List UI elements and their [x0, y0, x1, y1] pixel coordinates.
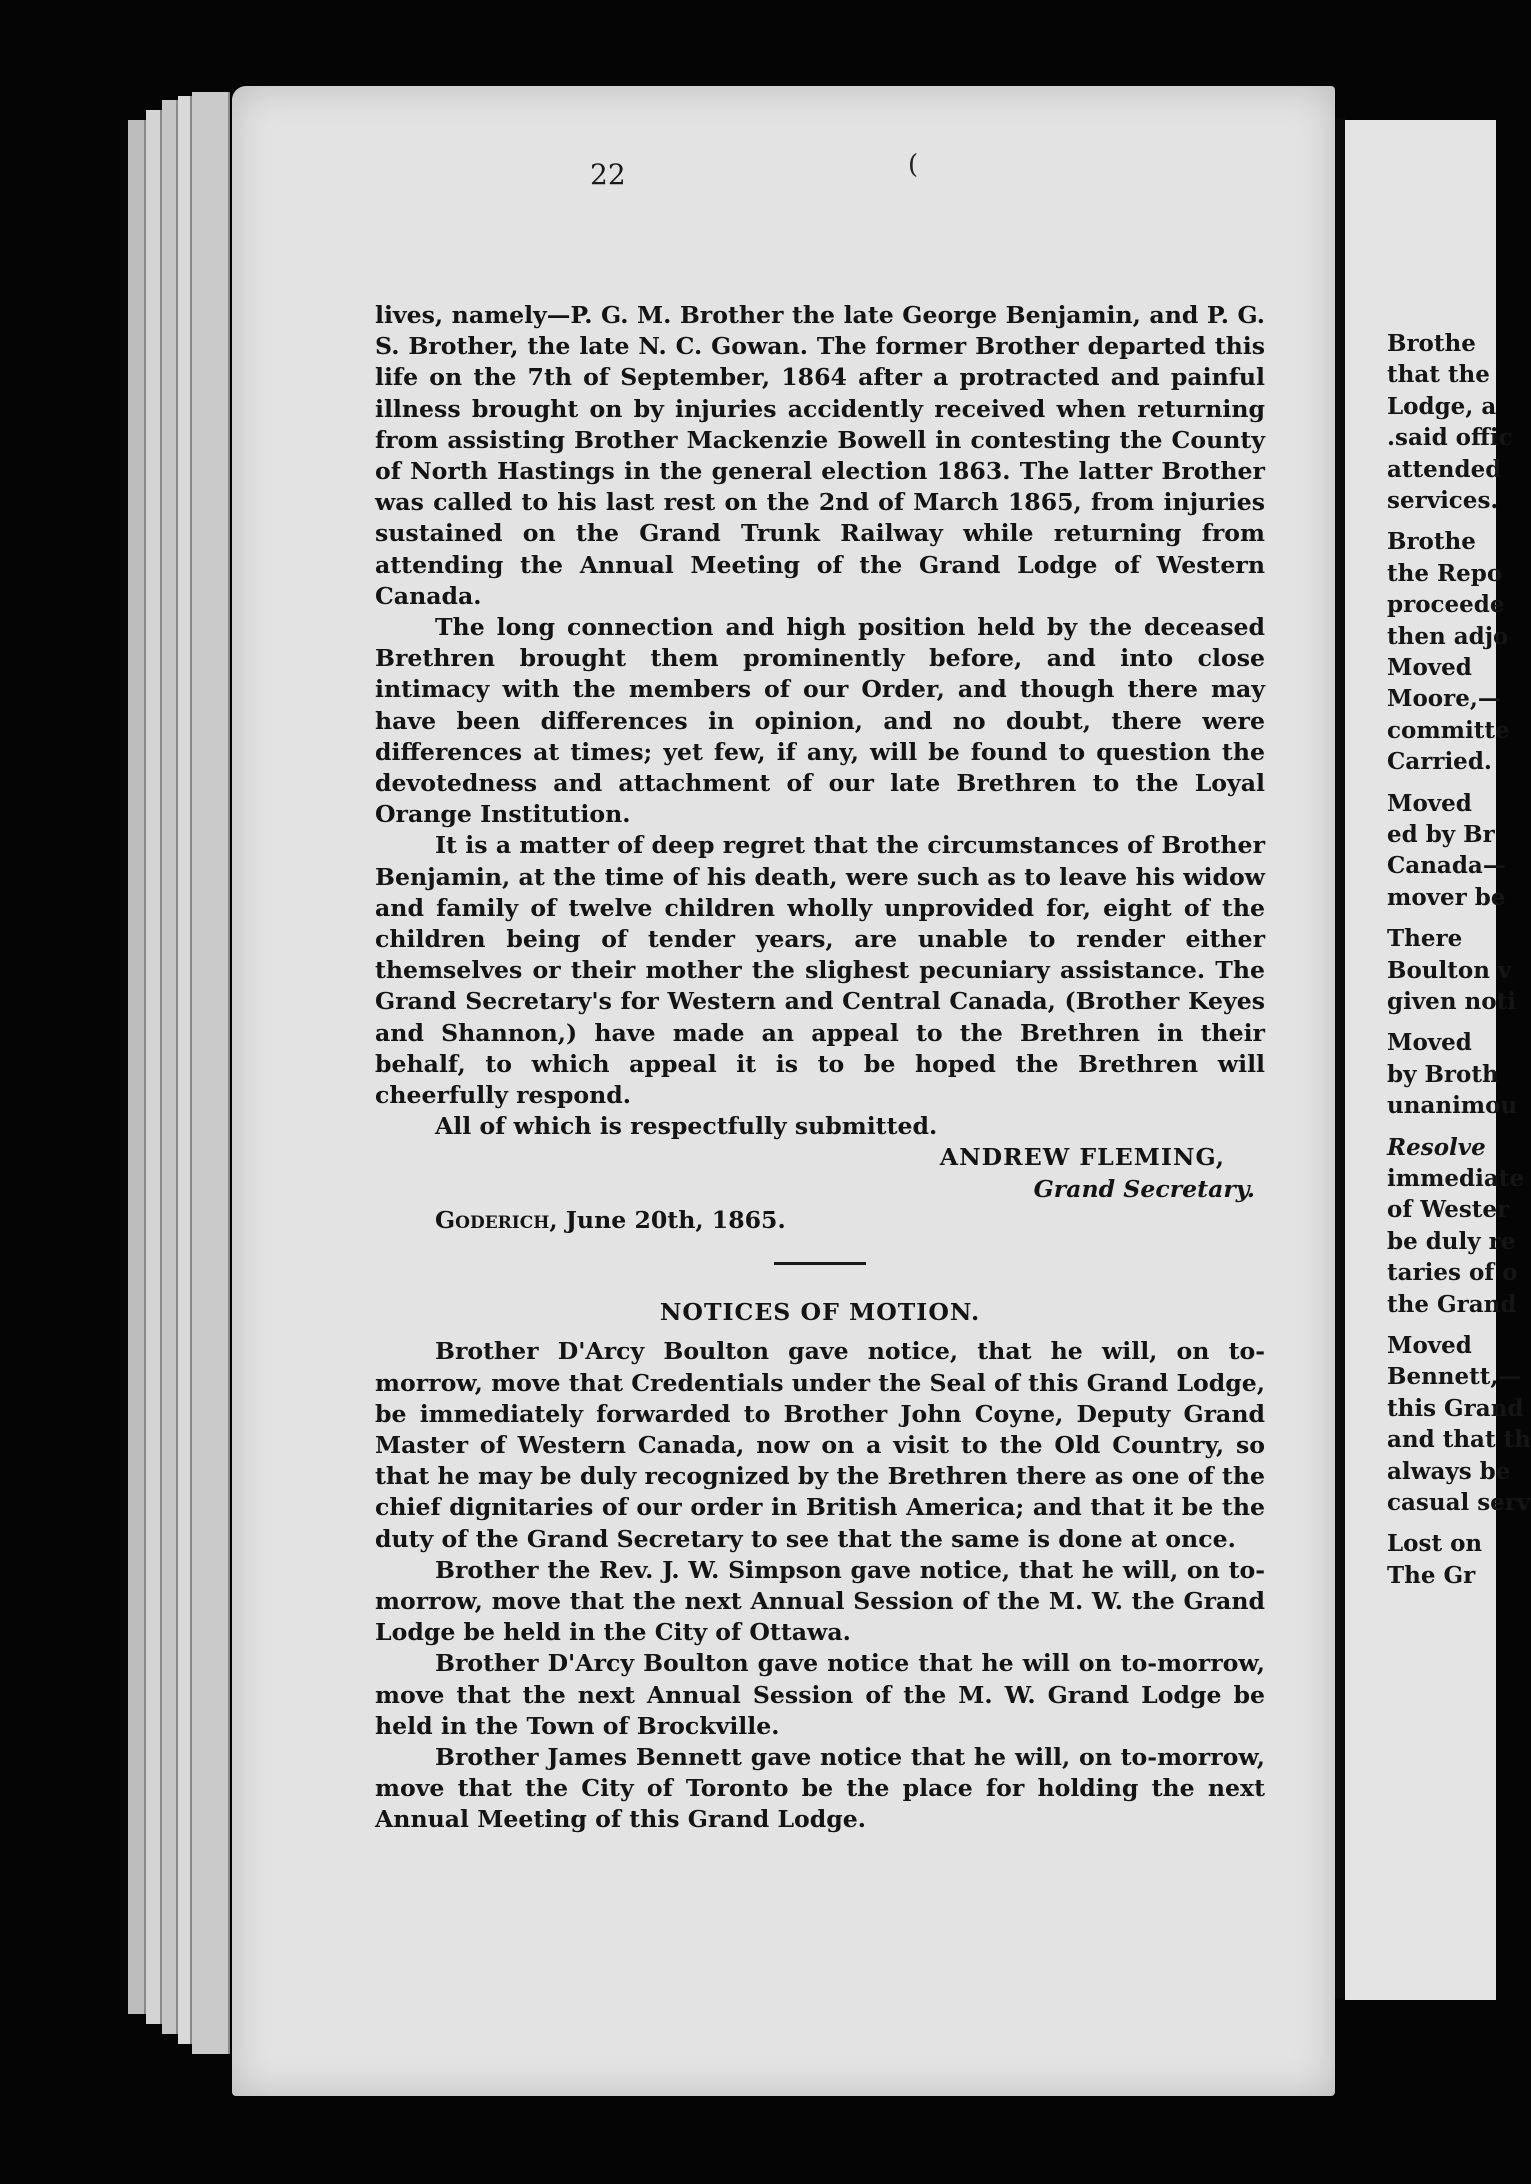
page-edge [128, 120, 146, 2014]
report-text [375, 300, 1265, 1836]
right-page-fragment: the Repo [1387, 559, 1503, 587]
section-heading: NOTICES OF MOTION. [659, 1298, 981, 1327]
right-page-fragment: always be [1387, 1457, 1511, 1485]
right-page-fragment: Moved [1387, 1332, 1472, 1359]
right-page-fragment: Lodge, a [1387, 392, 1497, 420]
right-page-fragment: .said offic [1387, 424, 1513, 452]
right-page-fragment: There [1387, 925, 1463, 953]
right-page-fragment: unanimou [1387, 1092, 1518, 1120]
signature-title: Grand Secretary. [1033, 1174, 1255, 1203]
right-page-fragment: Canada— [1387, 852, 1506, 880]
notice: Brother D'Arcy Boulton gave notice that he will on to-morrow, move that the next Annual Session of the M. W. Grand Lodge be held in the Town of Brockville. [375, 1649, 1265, 1740]
page-edge [178, 96, 192, 2044]
right-page-fragment: taries of o [1387, 1259, 1518, 1287]
right-page-fragment: Moore,— [1387, 685, 1501, 713]
right-page-fragment: Lost on [1387, 1530, 1483, 1558]
right-page-fragment: mover be [1387, 883, 1506, 911]
paragraph: The long connection and high position held by the deceased Brethren brought them prominently before, and into close intimacy with the members of our Order, and though there may have been differences in opinion, and no doubt, there were differences at times; yet few, if any, will be found to question the devotedness and attachment of our late Brethren to the Loyal Orange Institution. [375, 613, 1265, 829]
right-page-fragment: attended [1387, 455, 1502, 483]
right-page-fragment: services. [1387, 487, 1499, 514]
right-page-fragment: then adjo [1387, 622, 1509, 650]
page-edge [192, 92, 230, 2054]
right-page-fragment: and that th [1387, 1426, 1531, 1454]
right-page-fragment: proceede [1387, 591, 1505, 619]
right-page-fragment: by Broth [1387, 1060, 1499, 1088]
right-page-fragment: Moved [1387, 789, 1472, 817]
book-gutter [1335, 118, 1345, 1998]
place-date [375, 1205, 1265, 1236]
right-page-fragment: of Wester [1387, 1196, 1510, 1224]
signature-name: ANDREW FLEMING, [939, 1143, 1225, 1172]
right-page-fragment: ed by Br [1387, 821, 1495, 848]
right-page-fragment: committe [1387, 716, 1510, 744]
right-page-fragment: Brothe [1387, 528, 1476, 556]
right-page-fragment: Moved [1387, 654, 1472, 681]
paragraph: lives, namely—P. G. M. Brother the late George Benjamin, and P. G. S. Brother, the late N. C. Gowan. The former Brother departed this life on the 7th of September, 1864 after a protracted and painful illness brought on by injuries accidently received when returning from assisting Brother Mackenzie Bowell in contesting the County of North Hastings in the general election 1863. The latter Brother was called to his last rest on the 2nd of March 1865, from injuries sustained on the Grand Trunk Railway while returning from attending the Annual Meeting of the Grand Lodge of Western Canada. [375, 301, 1265, 610]
margin-mark: ( [908, 150, 919, 180]
right-page-fragment: casual serv [1387, 1489, 1531, 1516]
right-page-fragment: this Grand [1387, 1394, 1524, 1422]
right-page-fragment: given noti [1387, 988, 1516, 1015]
page-edge [162, 100, 178, 2034]
right-page-fragment: be duly re [1387, 1227, 1516, 1255]
right-page-fragment: Bennett,— [1387, 1363, 1522, 1391]
right-page-fragment: the Grand [1387, 1290, 1517, 1318]
right-page-fragment: Resolve [1387, 1133, 1486, 1161]
page-number: 22 [590, 158, 626, 191]
page-edge [146, 110, 162, 2024]
right-page [1345, 120, 1531, 2000]
notice: Brother the Rev. J. W. Simpson gave notice, that he will, on to-morrow, move that the next Annual Session of the M. W. the Grand Lodge be held in the City of Ottawa. [375, 1555, 1265, 1647]
right-page-fragment: that the [1387, 361, 1490, 389]
section-divider [774, 1262, 866, 1265]
paragraph: It is a matter of deep regret that the circumstances of Brother Benjamin, at the time of his death, were such as to leave his widow and family of twelve children wholly unprovided for, eight of the children being of tender years, are unable to render either themselves or their mother the slighest pecuniary assistance. The Grand Secretary's for Western and Central Canada, (Brother Keyes and Shannon,) have made an appeal to the Brethren in their behalf, to which appeal it is to be hoped the Brethren will cheerfully respond. [375, 831, 1265, 1110]
notice: Brother James Bennett gave notice that he will, on to-morrow, move that the City of Toronto be the place for holding the next Annual Meeting of this Grand Lodge. [375, 1742, 1265, 1834]
notice: Brother D'Arcy Boulton gave notice, that he will, on to-morrow, move that Credentials under the Seal of this Grand Lodge, be immediately forwarded to Brother John Coyne, Deputy Grand Master of Western Canada, now on a visit to the Old Country, so that he may be duly recognized by the Brethren there as one of the chief dignitaries of our order in British America; and that it be the duty of the Grand Secretary to see that the same is done at once. [375, 1337, 1265, 1553]
right-page-fragment: Boulton v [1387, 956, 1512, 984]
right-page-fragment: Carried. [1387, 748, 1492, 776]
date: June 20th, 1865. [565, 1205, 786, 1234]
paragraph: All of which is respectfully submitted. [435, 1112, 938, 1141]
right-page-fragment: Brothe [1387, 330, 1476, 357]
place: Goderich, [435, 1205, 558, 1234]
right-page-fragment: The Gr [1387, 1561, 1476, 1589]
right-page-fragment: immediate [1387, 1165, 1525, 1192]
right-page-fragment: Moved [1387, 1029, 1472, 1057]
